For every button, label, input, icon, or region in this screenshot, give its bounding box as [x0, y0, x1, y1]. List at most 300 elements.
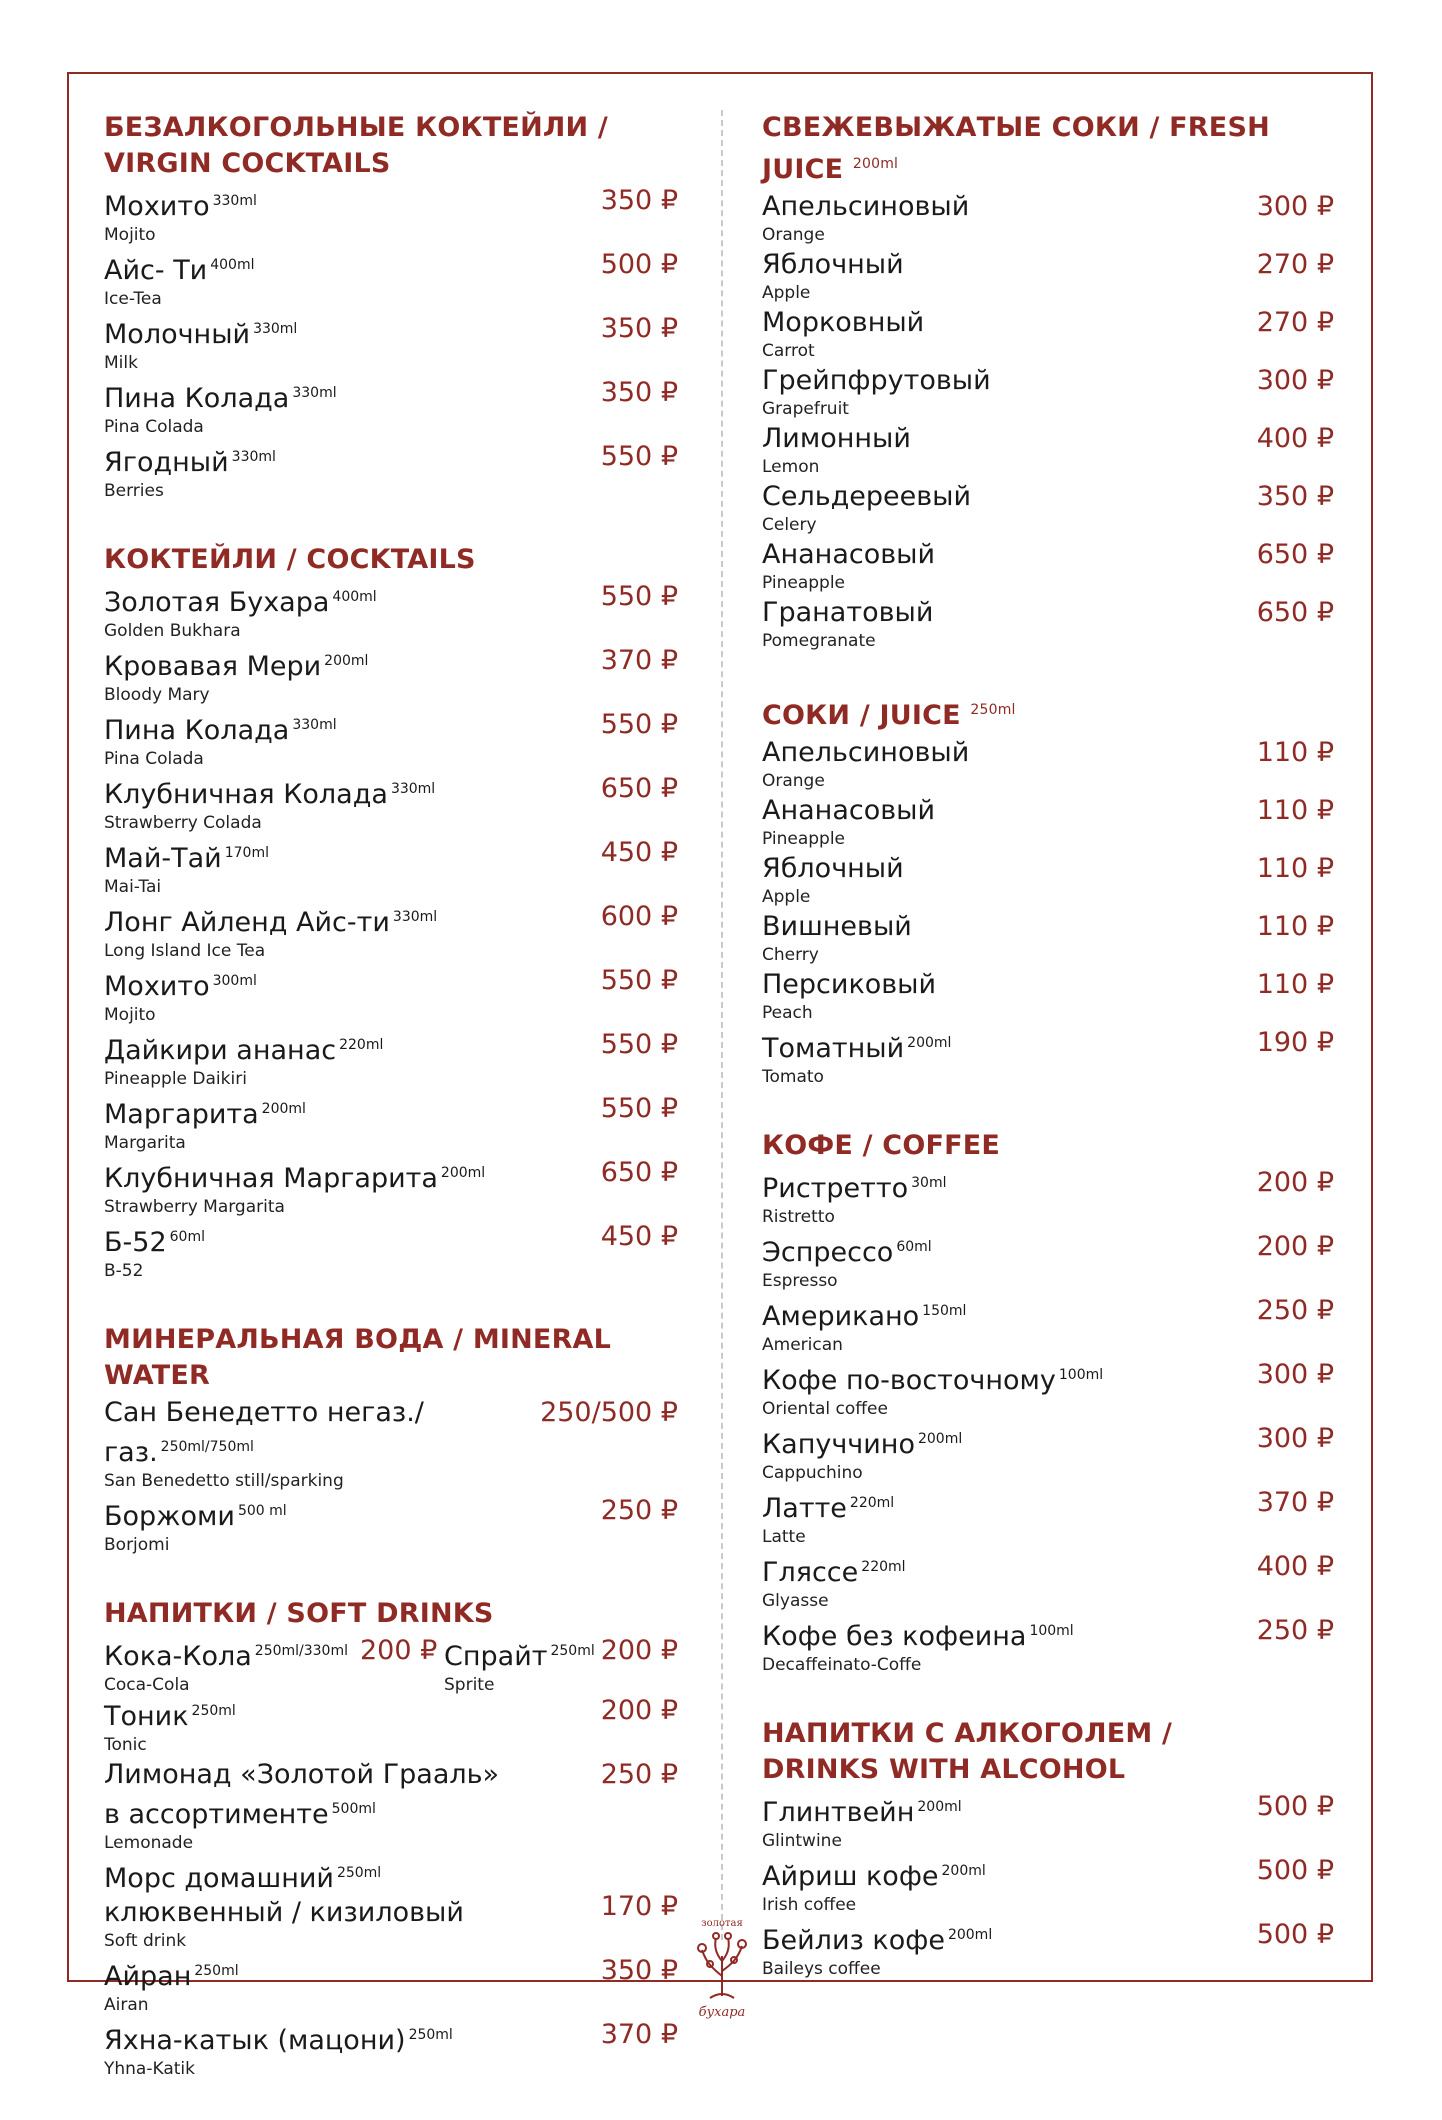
item-list [762, 1790, 1342, 1980]
item-subtitle: Espresso [762, 1271, 838, 1291]
menu-item [762, 1790, 1342, 1852]
menu-item [104, 1494, 686, 1556]
item-price: 250 ₽ [1256, 1615, 1334, 1646]
item-list [762, 190, 1342, 652]
left-column [104, 110, 686, 2120]
item-subtitle: Tonic [104, 1735, 147, 1755]
item-name-text: Кофе по-восточному [762, 1365, 1056, 1396]
item-name-text: Боржоми [104, 1501, 235, 1532]
item-volume: 30ml [911, 1175, 947, 1191]
item-volume: 330ml [212, 193, 257, 209]
menu-item [104, 440, 686, 502]
item-volume: 60ml [896, 1239, 932, 1255]
item-name-text: Молочный [104, 319, 251, 350]
item-subtitle: Carrot [762, 341, 815, 361]
item-name-text: Яблочный [762, 249, 904, 280]
item-price: 200 ₽ [600, 1635, 678, 1666]
menu-item [762, 596, 1342, 652]
item-volume: 60ml [169, 1229, 205, 1245]
item-name [762, 910, 1222, 944]
item-subtitle: Mojito [104, 225, 156, 245]
item-volume: 330ml [292, 717, 337, 733]
item-price: 200 ₽ [360, 1635, 438, 1666]
item-name-line2: клюквенный / кизиловый [104, 1897, 464, 1928]
item-price: 500 ₽ [1256, 1791, 1334, 1822]
menu-item [104, 772, 686, 834]
menu-item [762, 794, 1342, 850]
section-drinks-with-alcohol [762, 1716, 1342, 1980]
item-subtitle: Peach [762, 1003, 813, 1023]
item-price: 600 ₽ [600, 901, 678, 932]
item-name [104, 376, 566, 416]
item-name [104, 1396, 566, 1470]
item-volume: 250ml/750ml [160, 1439, 254, 1455]
item-name [104, 1156, 566, 1196]
menu-item [762, 736, 1342, 792]
item-name-text: Томатный [762, 1033, 905, 1064]
item-price: 550 ₽ [600, 581, 678, 612]
menu-item [762, 1294, 1342, 1356]
item-price: 270 ₽ [1256, 249, 1334, 280]
section-coffee [762, 1128, 1342, 1676]
item-volume: 250ml [408, 2027, 453, 2043]
item-name-line2 [104, 1792, 566, 1832]
item-price: 350 ₽ [1256, 481, 1334, 512]
item-name [762, 852, 1222, 886]
item-name [104, 708, 566, 748]
item-name-text: Золотая Бухара [104, 587, 330, 618]
item-subtitle: Strawberry Margarita [104, 1197, 285, 1217]
item-name [762, 1486, 1222, 1526]
item-subtitle: Glintwine [762, 1831, 842, 1851]
menu-item [762, 538, 1342, 594]
item-subtitle: Lemonade [104, 1833, 194, 1853]
item-subtitle: Lemon [762, 457, 820, 477]
item-volume: 200ml [907, 1035, 952, 1051]
item-price: 370 ₽ [1256, 1487, 1334, 1518]
item-price: 250 ₽ [600, 1495, 678, 1526]
section-title [762, 110, 1342, 188]
item-name-text: Морс домашний [104, 1863, 334, 1894]
item-subtitle: Mojito [104, 1005, 156, 1025]
item-subtitle: Pineapple [762, 829, 846, 849]
menu-item [104, 1954, 686, 2016]
item-price: 110 ₽ [1256, 737, 1334, 768]
item-subtitle: Sprite [444, 1675, 495, 1695]
item-volume: 250ml [336, 1865, 382, 1881]
menu-item [104, 1028, 686, 1090]
section-title-text: СВЕЖЕВЫЖАТЫЕ СОКИ / FRESH JUICE [762, 112, 1270, 185]
item-subtitle: Glyasse [762, 1591, 829, 1611]
item-subtitle: American [762, 1335, 843, 1355]
item-volume: 500 ml [237, 1503, 287, 1519]
item-subtitle: Soft drink [104, 1931, 187, 1951]
column-divider [721, 110, 723, 1940]
item-volume: 400ml [332, 589, 377, 605]
menu-item [104, 2018, 686, 2080]
section-juice [762, 692, 1342, 1088]
item-name-text: Спрайт [444, 1641, 548, 1672]
item-price: 500 ₽ [600, 249, 678, 280]
item-name-text: Лонг Айленд Айс-ти [104, 907, 390, 938]
menu-item [762, 1486, 1342, 1548]
item-price: 450 ₽ [600, 1221, 678, 1252]
item-name [104, 1220, 566, 1260]
item-price: 190 ₽ [1256, 1027, 1334, 1058]
logo-bottom-text: бухара [698, 2005, 746, 2020]
menu-item [104, 1634, 348, 1696]
item-name-text: Пина Колада [104, 383, 290, 414]
item-volume: 250ml [191, 1703, 236, 1719]
menu-item [762, 422, 1342, 478]
menu-item [762, 1166, 1342, 1228]
item-name [104, 1092, 566, 1132]
item-name-text: Гранатовый [762, 597, 934, 628]
menu-item [104, 1220, 686, 1282]
item-volume: 150ml [922, 1303, 967, 1319]
item-name-text: Грейпфрутовый [762, 365, 991, 396]
item-subtitle: Airan [104, 1995, 149, 2015]
item-price: 550 ₽ [600, 709, 678, 740]
menu-item [104, 1156, 686, 1218]
item-subtitle: Borjomi [104, 1535, 170, 1555]
item-price: 110 ₽ [1256, 911, 1334, 942]
item-subtitle: Golden Bukhara [104, 621, 241, 641]
item-price: 110 ₽ [1256, 853, 1334, 884]
section-title: МИНЕРАЛЬНАЯ ВОДА / MINERAL WATER [104, 1324, 612, 1391]
item-price: 500 ₽ [1256, 1855, 1334, 1886]
item-volume: 200ml [324, 653, 369, 669]
item-subtitle: Bloody Mary [104, 685, 210, 705]
item-list [104, 1396, 686, 1556]
item-subtitle: Celery [762, 515, 817, 535]
item-name [762, 596, 1222, 630]
menu-item [762, 1918, 1342, 1980]
item-price: 550 ₽ [600, 441, 678, 472]
item-name-text: Персиковый [762, 969, 937, 1000]
menu-item [762, 1358, 1342, 1420]
item-price: 250 ₽ [1256, 1295, 1334, 1326]
item-name-text: Айс- Ти [104, 255, 208, 286]
item-subtitle: Cherry [762, 945, 819, 965]
section-mineral-water [104, 1322, 686, 1556]
menu-item [762, 1230, 1342, 1292]
item-price: 650 ₽ [600, 1157, 678, 1188]
item-subtitle: Pineapple Daikiri [104, 1069, 247, 1089]
item-name-text: Тоник [104, 1701, 189, 1732]
item-name [104, 836, 566, 876]
item-volume: 300ml [212, 973, 257, 989]
item-name-text: Кофе без кофеина [762, 1621, 1027, 1652]
menu-item [762, 852, 1342, 908]
item-price: 550 ₽ [600, 1029, 678, 1060]
item-name [104, 1856, 566, 1896]
item-name-text: Бейлиз кофе [762, 1925, 945, 1956]
item-price: 650 ₽ [600, 773, 678, 804]
item-volume: 200ml [947, 1927, 993, 1943]
item-name [104, 1494, 566, 1534]
item-price: 400 ₽ [1256, 423, 1334, 454]
item-name [762, 1854, 1222, 1894]
item-name-text: Капуччино [762, 1429, 915, 1460]
item-subtitle: Orange [762, 225, 825, 245]
menu-item [104, 184, 686, 246]
section-title: КОФЕ / COFFEE [762, 1130, 1001, 1161]
title-line: НАПИТКИ С АЛКОГОЛЕМ / [762, 1718, 1173, 1749]
menu-item [762, 248, 1342, 304]
item-name-text: Морковный [762, 307, 925, 338]
item-name-text: Латте [762, 1493, 847, 1524]
item-volume: 100ml [1058, 1367, 1104, 1383]
item-subtitle: Apple [762, 283, 811, 303]
right-column [762, 110, 1342, 2020]
item-name-text: Май-Тай [104, 843, 222, 874]
item-name-text: Глинтвейн [762, 1797, 915, 1828]
item-subtitle: Coca-Cola [104, 1675, 190, 1695]
item-name-text: Ристретто [762, 1173, 909, 1204]
item-name [104, 312, 566, 352]
item-name-text: Американо [762, 1301, 920, 1332]
item-name-text: Айран [104, 1961, 192, 1992]
item-name [104, 248, 566, 288]
item-name [762, 968, 1222, 1002]
item-volume: 220ml [849, 1495, 895, 1511]
section-title [762, 1716, 1342, 1788]
item-name [762, 1790, 1222, 1830]
item-name-text: Клубничная Маргарита [104, 1163, 438, 1194]
menu-item [762, 480, 1342, 536]
tree-logo-icon [688, 1916, 756, 2024]
item-volume: 250ml/330ml [254, 1643, 348, 1659]
item-name [762, 248, 1222, 282]
item-name: Лимонад «Золотой Грааль» [104, 1759, 500, 1790]
item-name-text: Ананасовый [762, 539, 936, 570]
item-subtitle: Orange [762, 771, 825, 791]
item-price: 110 ₽ [1256, 969, 1334, 1000]
menu-item [104, 644, 686, 706]
item-price: 500 ₽ [1256, 1919, 1334, 1950]
item-volume: 170ml [224, 845, 269, 861]
item-subtitle: Irish coffee [762, 1895, 857, 1915]
menu-item [762, 364, 1342, 420]
logo-top-text: золотая [701, 1918, 743, 1929]
item-name [762, 1614, 1222, 1654]
item-subtitle: Pomegranate [762, 631, 876, 651]
item-subtitle: Baileys coffee [762, 1959, 881, 1979]
section-title [762, 692, 1342, 734]
section-virgin-cocktails [104, 110, 686, 502]
item-name-text: Гляссе [762, 1557, 859, 1588]
item-price: 450 ₽ [600, 837, 678, 868]
item-subtitle: Latte [762, 1527, 806, 1547]
item-name-text: Клубничная Колада [104, 779, 388, 810]
item-volume: 200ml [261, 1101, 306, 1117]
item-volume: 330ml [392, 909, 438, 925]
item-name [104, 964, 566, 1004]
item-name [762, 1230, 1222, 1270]
item-name [104, 2018, 566, 2058]
section-volume: 250ml [970, 702, 1016, 718]
item-price: 650 ₽ [1256, 597, 1334, 628]
item-name [762, 1166, 1222, 1206]
item-name-text: Ананасовый [762, 795, 936, 826]
item-name [104, 1634, 348, 1674]
item-subtitle: Cappuchino [762, 1463, 863, 1483]
menu-item [104, 900, 686, 962]
item-price: 200 ₽ [1256, 1167, 1334, 1198]
item-name-text: Айриш кофе [762, 1861, 939, 1892]
item-name-text: Дайкири ананас [104, 1035, 337, 1066]
item-price: 300 ₽ [1256, 365, 1334, 396]
item-subtitle: Pineapple [762, 573, 846, 593]
item-name-text: Мохито [104, 971, 210, 1002]
item-subtitle: San Benedetto still/sparking [104, 1471, 344, 1491]
item-subtitle: B-52 [104, 1261, 144, 1281]
item-price: 200 ₽ [1256, 1231, 1334, 1262]
item-volume: 330ml [292, 385, 337, 401]
item-price: 350 ₽ [600, 1955, 678, 1986]
menu-item [104, 836, 686, 898]
item-name [104, 184, 566, 224]
item-name-text: Ягодный [104, 447, 229, 478]
menu-item [762, 306, 1342, 362]
menu-item [104, 964, 686, 1026]
item-name-text: Мохито [104, 191, 210, 222]
item-subtitle: Grapefruit [762, 399, 849, 419]
item-volume: 500ml [331, 1801, 376, 1817]
section-title-text: СОКИ / JUICE [762, 700, 961, 731]
item-name [762, 1918, 1222, 1958]
menu-item [762, 1854, 1342, 1916]
item-name [104, 772, 566, 812]
title-line: VIRGIN COCKTAILS [104, 148, 391, 179]
menu-item [762, 1614, 1342, 1676]
menu-item [762, 1550, 1342, 1612]
menu-item [762, 190, 1342, 246]
item-price: 350 ₽ [600, 313, 678, 344]
item-price: 200 ₽ [600, 1695, 678, 1726]
menu-item [104, 580, 686, 642]
item-list [104, 1954, 686, 2080]
item-name [762, 1358, 1222, 1398]
menu-item-pair [104, 1634, 686, 1695]
item-name [762, 1550, 1222, 1590]
item-volume: 200ml [917, 1431, 963, 1447]
item-volume: 330ml [253, 321, 298, 337]
item-name-text: Яхна-катык (мацони) [104, 2025, 406, 2056]
item-subtitle: Long Island Ice Tea [104, 941, 266, 961]
item-name [762, 1026, 1222, 1066]
item-price: 400 ₽ [1256, 1551, 1334, 1582]
item-price: 110 ₽ [1256, 795, 1334, 826]
menu-item [762, 1422, 1342, 1484]
item-name [762, 1294, 1222, 1334]
item-subtitle: Ristretto [762, 1207, 835, 1227]
menu-item [104, 1092, 686, 1154]
item-name-text: Апельсиновый [762, 191, 970, 222]
item-price: 370 ₽ [600, 645, 678, 676]
menu-item [762, 1026, 1342, 1088]
menu-item [104, 1694, 686, 1756]
item-name-text: Маргарита [104, 1099, 259, 1130]
item-subtitle: Pina Colada [104, 749, 204, 769]
item-volume: 100ml [1029, 1623, 1074, 1639]
item-volume: 330ml [231, 449, 276, 465]
item-name [444, 1634, 595, 1674]
item-price: 370 ₽ [600, 2019, 678, 2050]
item-subtitle: Tomato [762, 1067, 824, 1087]
item-volume: 250ml [194, 1963, 239, 1979]
item-name [104, 1694, 566, 1734]
item-price: 350 ₽ [600, 377, 678, 408]
item-subtitle: Berries [104, 481, 164, 501]
item-name [762, 1422, 1222, 1462]
item-name [104, 580, 566, 620]
item-name [104, 440, 566, 480]
item-volume: 200ml [917, 1799, 962, 1815]
item-list [762, 736, 1342, 1088]
item-subtitle: Ice-Tea [104, 289, 162, 309]
item-name [104, 1028, 566, 1068]
item-name-text: Сан Бенедетто негаз./газ. [104, 1397, 424, 1468]
item-name [762, 422, 1222, 456]
item-volume: 250ml [550, 1643, 595, 1659]
item-name-text: Пина Колада [104, 715, 290, 746]
menu-item [762, 910, 1342, 966]
menu-item [104, 376, 686, 438]
item-subtitle: Pina Colada [104, 417, 204, 437]
item-volume: 220ml [861, 1559, 906, 1575]
section-fresh-juice [762, 110, 1342, 652]
item-price: 270 ₽ [1256, 307, 1334, 338]
item-name-text: Кровавая Мери [104, 651, 322, 682]
item-price: 650 ₽ [1256, 539, 1334, 570]
item-subtitle: Margarita [104, 1133, 186, 1153]
item-name [104, 644, 566, 684]
item-price: 550 ₽ [600, 1093, 678, 1124]
item-name-text: Лимонный [762, 423, 911, 454]
item-subtitle: Oriental coffee [762, 1399, 888, 1419]
item-price: 350 ₽ [600, 185, 678, 216]
menu-item [444, 1634, 595, 1696]
item-subtitle: Strawberry Colada [104, 813, 262, 833]
section-cocktails [104, 542, 686, 1282]
menu-item [104, 708, 686, 770]
menu-item [104, 248, 686, 310]
item-name-text: Сельдереевый [762, 481, 972, 512]
title-line: БЕЗАЛКОГОЛЬНЫЕ КОКТЕЙЛИ / [104, 112, 608, 143]
item-volume: 330ml [390, 781, 436, 797]
item-name-text: Кока-Кола [104, 1641, 252, 1672]
section-title: КОКТЕЙЛИ / COCKTAILS [104, 544, 476, 575]
item-name [762, 538, 1222, 572]
item-name-text: Вишневый [762, 911, 912, 942]
item-name [762, 190, 1222, 224]
section-volume: 200ml [852, 156, 899, 172]
item-volume: 200ml [440, 1165, 486, 1181]
item-name-text: Эспрессо [762, 1237, 894, 1268]
item-volume: 200ml [941, 1863, 986, 1879]
item-name [762, 364, 1222, 398]
item-subtitle: Yhna-Katik [104, 2059, 195, 2079]
menu-item [762, 968, 1342, 1024]
item-name [104, 1954, 566, 1994]
menu-item [104, 1758, 686, 1854]
item-subtitle: Apple [762, 887, 811, 907]
item-subtitle: Milk [104, 353, 138, 373]
menu-item [104, 312, 686, 374]
item-name-text: Апельсиновый [762, 737, 970, 768]
